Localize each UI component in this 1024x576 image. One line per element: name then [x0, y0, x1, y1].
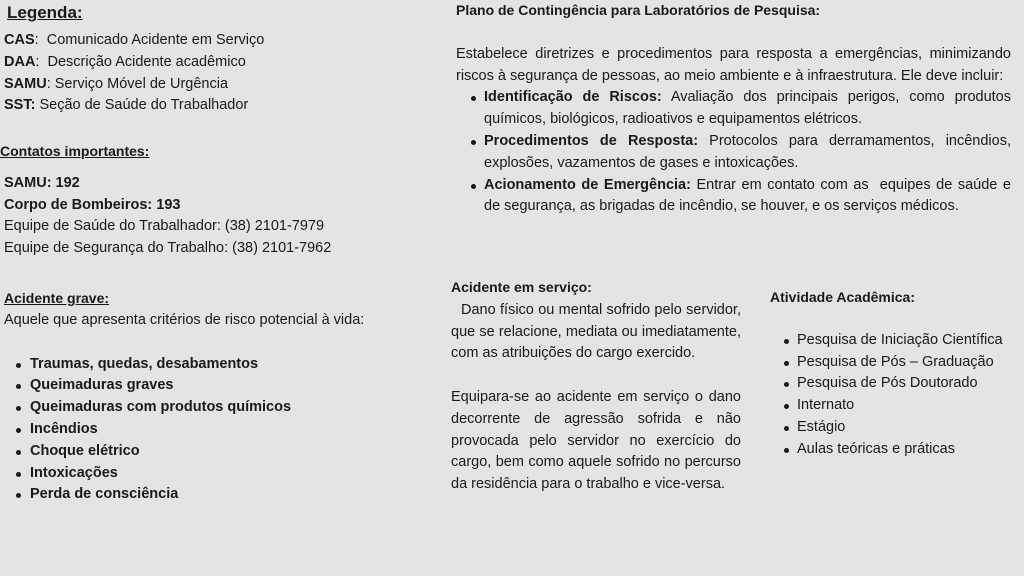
acidente-grave-title: Acidente grave: — [4, 290, 110, 306]
list-item: Pesquisa de Iniciação Científica — [770, 330, 1024, 352]
list-item: Estágio — [770, 417, 1024, 439]
list-item: Traumas, quedas, desabamentos — [4, 354, 424, 376]
atividade-list — [770, 330, 1024, 461]
acidente-grave-intro: Aquele que apresenta critérios de risco potencial à vida: — [4, 311, 365, 328]
legend-item-samu: SAMU: Serviço Móvel de Urgência — [4, 75, 229, 92]
plano-title: Plano de Contingência para Laboratórios de Pesquisa: — [456, 2, 821, 18]
contact-bombeiros: Corpo de Bombeiros: 193 — [4, 196, 181, 213]
plano-list — [456, 87, 1016, 218]
list-item: Choque elétrico — [4, 441, 424, 463]
list-item: Queimaduras graves — [4, 375, 424, 397]
contact-seguranca-trabalho: Equipe de Segurança do Trabalho: (38) 2101-7962 — [4, 240, 332, 257]
atividade-title: Atividade Acadêmica: — [770, 289, 915, 305]
list-item: Pesquisa de Pós Doutorado — [770, 373, 1024, 395]
legend-section — [4, 2, 304, 117]
contact-samu: SAMU: 192 — [4, 174, 80, 191]
list-item: Perda de consciência — [4, 484, 424, 506]
acidente-servico-section — [451, 277, 741, 496]
list-item: Aulas teóricas e práticas — [770, 439, 1024, 461]
legend-item-cas: CAS: Comunicado Acidente em Serviço — [4, 32, 265, 48]
acidente-grave-list — [4, 354, 424, 507]
list-item: Pesquisa de Pós – Graduação — [770, 352, 1024, 374]
legend-title: Legenda: — [7, 3, 83, 22]
list-item: Acionamento de Emergência: Entrar em contato com as equipes de saúde e de segurança, as brigadas de incêndio, se houver, e os serviços médicos. — [456, 175, 1011, 219]
acidente-grave-section — [4, 288, 424, 506]
list-item: Procedimentos de Resposta: Protocolos para derramamentos, incêndios, explosões, vazamentos de gases e intoxicações. — [456, 131, 1011, 175]
contact-saude-trabalhador: Equipe de Saúde do Trabalhador: (38) 2101-7979 — [4, 218, 325, 235]
list-item: Identificação de Riscos: Avaliação dos principais perigos, como produtos químicos, biológicos, radioativos e equipamentos elétricos. — [456, 87, 1011, 131]
acidente-servico-paragraph-2: Equipara-se ao acidente em serviço o dano decorrente de agressão sofrida e não provocada pelo servidor no exercício do cargo, bem como aquele sofrido no percurso da residência para o trabalho e vice-versa. — [451, 388, 741, 493]
contacts-title: Contatos importantes: — [0, 143, 150, 159]
plano-contingencia-section — [456, 0, 1016, 218]
legend-item-sst: SST: Seção de Saúde do Trabalhador — [4, 97, 249, 114]
acidente-servico-title: Acidente em serviço: — [451, 279, 592, 295]
legend-item-daa: DAA: Descrição Acidente acadêmico — [4, 53, 246, 70]
contacts-section — [0, 141, 380, 260]
atividade-academica-section — [770, 287, 1024, 461]
list-item: Intoxicações — [4, 463, 424, 485]
plano-intro: Estabelece diretrizes e procedimentos para resposta a emergências, minimizando riscos à segurança de pessoas, ao meio ambiente e à infraestrutura. Ele deve incluir: — [456, 45, 1011, 84]
acidente-servico-paragraph-1: Dano físico ou mental sofrido pelo servidor, que se relacione, mediata ou imediatamente, com as atribuições do cargo exercido. — [451, 301, 741, 362]
list-item: Internato — [770, 395, 1024, 417]
list-item: Incêndios — [4, 419, 424, 441]
list-item: Queimaduras com produtos químicos — [4, 397, 424, 419]
